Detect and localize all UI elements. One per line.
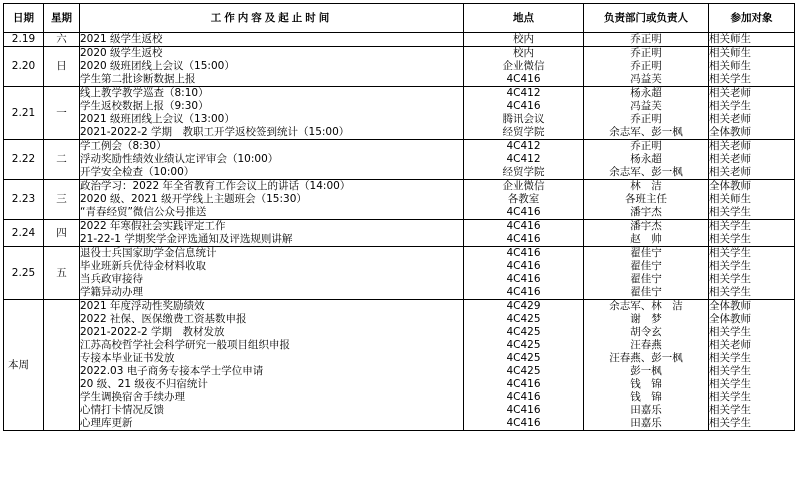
location-line: 4C416 [506, 73, 541, 85]
header-task: 工作内容及起止时间 [80, 4, 464, 33]
person-line: 彭一枫 [630, 365, 662, 377]
date-cell: 2.21 [4, 87, 44, 140]
location-line: 4C412 [506, 153, 541, 165]
header-weekday: 星期 [44, 4, 80, 33]
location-line: 经贸学院 [502, 126, 545, 138]
task-line: 专接本毕业证书发放 [80, 352, 175, 364]
target-cell [709, 247, 795, 300]
target-line: 相关学生 [709, 391, 751, 403]
target-line: 相关学生 [709, 247, 751, 259]
task-line: 江苏高校哲学社会科学研究一般项目组织申报 [80, 339, 290, 351]
task-line: 学工例会（8:30） [80, 140, 167, 152]
weekday-cell [44, 300, 80, 431]
task-line: 2020 级班团线上会议（15:00） [80, 60, 235, 72]
person-line: 翟佳宁 [630, 260, 662, 272]
location-line: 4C416 [506, 286, 541, 298]
location-line: 4C416 [506, 220, 541, 232]
task-line: 2020 级学生返校 [80, 47, 163, 59]
target-cell [709, 300, 795, 431]
person-line: 冯益芙 [630, 73, 662, 85]
weekday-cell: 五 [44, 247, 80, 300]
task-line: 学生调换宿舍手续办理 [80, 391, 185, 403]
person-line: 田嘉乐 [630, 404, 662, 416]
person-line: 翟佳宁 [630, 273, 662, 285]
target-cell [709, 140, 795, 180]
location-line: 校内 [513, 47, 534, 59]
target-line: 全体教师 [709, 300, 751, 312]
target-cell [709, 180, 795, 220]
target-line: 相关老师 [709, 140, 751, 152]
table-row [4, 300, 795, 431]
task-line: 2021-2022-2 学期 教材发放 [80, 326, 225, 338]
task-line: 21-22-1 学期奖学金评选通知及评选规则讲解 [80, 233, 293, 245]
target-line: 相关学生 [709, 260, 751, 272]
person-cell [584, 220, 709, 247]
table-row [4, 47, 795, 87]
location-line: 4C416 [506, 100, 541, 112]
location-line: 4C412 [506, 87, 541, 99]
task-line: 学生第二批诊断数据上报 [80, 73, 196, 85]
person-line: 田嘉乐 [630, 417, 662, 429]
task-line: “青春经贸”微信公众号推送 [80, 206, 207, 218]
task-line: 退役士兵国家助学金信息统计 [80, 247, 217, 259]
table-row [4, 140, 795, 180]
target-line: 相关学生 [709, 326, 751, 338]
person-line: 各班主任 [625, 193, 667, 205]
task-line: 心理库更新 [80, 417, 133, 429]
person-line: 林 洁 [630, 180, 662, 192]
location-line: 4C416 [506, 206, 541, 218]
target-line: 相关学生 [709, 206, 751, 218]
weekday-cell: 日 [44, 47, 80, 87]
person-line: 翟佳宁 [630, 286, 662, 298]
location-line: 4C429 [506, 300, 541, 312]
person-line: 钱 锦 [630, 378, 662, 390]
task-line: 开学安全检查（10:00） [80, 166, 195, 178]
target-line: 相关学生 [709, 233, 751, 245]
target-line: 相关学生 [709, 220, 751, 232]
task-cell [80, 247, 464, 300]
person-line: 潘宇杰 [630, 220, 662, 232]
location-line: 4C416 [506, 404, 541, 416]
location-cell [464, 33, 584, 47]
target-cell [709, 220, 795, 247]
target-line: 相关师生 [709, 60, 751, 72]
task-line: 20 级、21 级夜不归宿统计 [80, 378, 208, 390]
location-line: 4C416 [506, 273, 541, 285]
task-line: 政治学习：2022 年全省教育工作会议上的讲话（14:00） [80, 180, 351, 192]
person-line: 乔正明 [630, 140, 662, 152]
weekday-cell: 三 [44, 180, 80, 220]
person-line: 余志军、彭一枫 [609, 126, 683, 138]
task-line: 2021 级班团线上会议（13:00） [80, 113, 235, 125]
location-line: 各教室 [507, 193, 540, 205]
location-line: 4C416 [506, 260, 541, 272]
location-cell [464, 47, 584, 87]
location-cell [464, 247, 584, 300]
target-line: 相关学生 [709, 73, 751, 85]
target-line: 相关师生 [709, 33, 751, 45]
person-cell [584, 247, 709, 300]
target-line: 全体教师 [709, 180, 751, 192]
task-cell [80, 140, 464, 180]
person-line: 余志军、林 洁 [609, 300, 683, 312]
person-cell [584, 180, 709, 220]
location-line: 4C416 [506, 391, 541, 403]
task-line: 学生返校数据上报（9:30） [80, 100, 209, 112]
person-line: 乔正明 [630, 47, 662, 59]
task-line: 2022 年寒假社会实践评定工作 [80, 220, 226, 232]
header-target: 参加对象 [709, 4, 795, 33]
header-date: 日期 [4, 4, 44, 33]
table-row [4, 220, 795, 247]
location-cell [464, 300, 584, 431]
location-line: 4C412 [506, 140, 541, 152]
task-cell [80, 300, 464, 431]
location-line: 4C425 [506, 326, 541, 338]
target-line: 相关师生 [709, 193, 751, 205]
person-line: 杨永超 [630, 153, 662, 165]
person-cell [584, 140, 709, 180]
date-cell: 2.22 [4, 140, 44, 180]
table-row [4, 33, 795, 47]
target-cell [709, 33, 795, 47]
target-line: 相关老师 [709, 339, 751, 351]
schedule-body [4, 33, 795, 431]
task-cell [80, 220, 464, 247]
target-line: 相关学生 [709, 100, 751, 112]
target-line: 相关师生 [709, 47, 751, 59]
person-line: 胡令玄 [630, 326, 662, 338]
task-cell [80, 33, 464, 47]
weekday-cell: 四 [44, 220, 80, 247]
table-row [4, 180, 795, 220]
table-row [4, 87, 795, 140]
person-line: 乔正明 [630, 60, 662, 72]
date-cell: 2.25 [4, 247, 44, 300]
location-line: 经贸学院 [502, 166, 545, 178]
target-line: 相关学生 [709, 273, 751, 285]
location-line: 校内 [513, 33, 534, 45]
location-cell [464, 140, 584, 180]
target-line: 全体教师 [709, 313, 751, 325]
header-person: 负责部门或负责人 [584, 4, 709, 33]
task-line: 2022 社保、医保缴费工资基数申报 [80, 313, 247, 325]
person-line: 乔正明 [630, 33, 662, 45]
weekday-cell: 二 [44, 140, 80, 180]
task-cell [80, 47, 464, 87]
person-line: 翟佳宁 [630, 247, 662, 259]
date-cell: 2.19 [4, 33, 44, 47]
schedule-table [3, 3, 795, 431]
date-cell: 2.20 [4, 47, 44, 87]
person-line: 乔正明 [630, 113, 662, 125]
target-line: 相关老师 [709, 153, 751, 165]
weekday-cell: 六 [44, 33, 80, 47]
location-line: 4C425 [506, 339, 541, 351]
location-line: 企业微信 [502, 180, 545, 192]
task-cell [80, 87, 464, 140]
location-line: 4C416 [506, 417, 541, 429]
target-cell [709, 47, 795, 87]
person-line: 汪春燕、彭一枫 [609, 352, 683, 364]
target-line: 相关老师 [709, 166, 751, 178]
target-line: 相关学生 [709, 365, 751, 377]
task-line: 2021 年度浮动性奖励绩效 [80, 300, 205, 312]
task-cell [80, 180, 464, 220]
location-line: 4C425 [506, 365, 541, 377]
location-line: 4C425 [506, 313, 541, 325]
date-cell: 2.23 [4, 180, 44, 220]
header-row [4, 4, 795, 33]
location-line: 4C416 [506, 247, 541, 259]
person-line: 潘宇杰 [630, 206, 662, 218]
location-cell [464, 180, 584, 220]
target-line: 相关老师 [709, 87, 751, 99]
task-line: 毕业班新兵优待金材料收取 [80, 260, 206, 272]
target-line: 相关学生 [709, 352, 751, 364]
location-line: 腾讯会议 [502, 113, 545, 125]
person-cell [584, 87, 709, 140]
person-line: 冯益芙 [630, 100, 662, 112]
location-cell [464, 220, 584, 247]
task-line: 当兵政审接待 [80, 273, 143, 285]
task-line: 线上教学教学巡查（8:10） [80, 87, 209, 99]
location-line: 4C425 [506, 352, 541, 364]
target-line: 全体教师 [709, 126, 751, 138]
person-line: 赵 帅 [630, 233, 662, 245]
task-line: 2021 级学生返校 [80, 33, 163, 45]
task-line: 学籍异动办理 [80, 286, 143, 298]
table-row [4, 247, 795, 300]
task-line: 心情打卡情况反馈 [80, 404, 164, 416]
target-line: 相关学生 [709, 404, 751, 416]
person-cell [584, 300, 709, 431]
target-line: 相关老师 [709, 113, 751, 125]
target-line: 相关学生 [709, 378, 751, 390]
task-line: 浮动奖励性绩效业绩认定评审会（10:00） [80, 153, 279, 165]
target-line: 相关学生 [709, 417, 751, 429]
date-cell: 本周 [4, 300, 44, 431]
location-line: 4C416 [506, 233, 541, 245]
task-line: 2022.03 电子商务专接本学士学位申请 [80, 365, 264, 377]
person-line: 汪春燕 [630, 339, 662, 351]
location-line: 4C416 [506, 378, 541, 390]
target-cell [709, 87, 795, 140]
person-line: 谢 梦 [630, 313, 662, 325]
person-line: 余志军、彭一枫 [609, 166, 683, 178]
person-line: 钱 锦 [630, 391, 662, 403]
location-cell [464, 87, 584, 140]
location-line: 企业微信 [502, 60, 545, 72]
person-cell [584, 47, 709, 87]
header-location: 地点 [464, 4, 584, 33]
task-line: 2020 级、2021 级开学线上主题班会（15:30） [80, 193, 307, 205]
weekday-cell: 一 [44, 87, 80, 140]
target-line: 相关学生 [709, 286, 751, 298]
person-line: 杨永超 [630, 87, 662, 99]
person-cell [584, 33, 709, 47]
task-line: 2021-2022-2 学期 教职工开学返校签到统计（15:00） [80, 126, 350, 138]
date-cell: 2.24 [4, 220, 44, 247]
